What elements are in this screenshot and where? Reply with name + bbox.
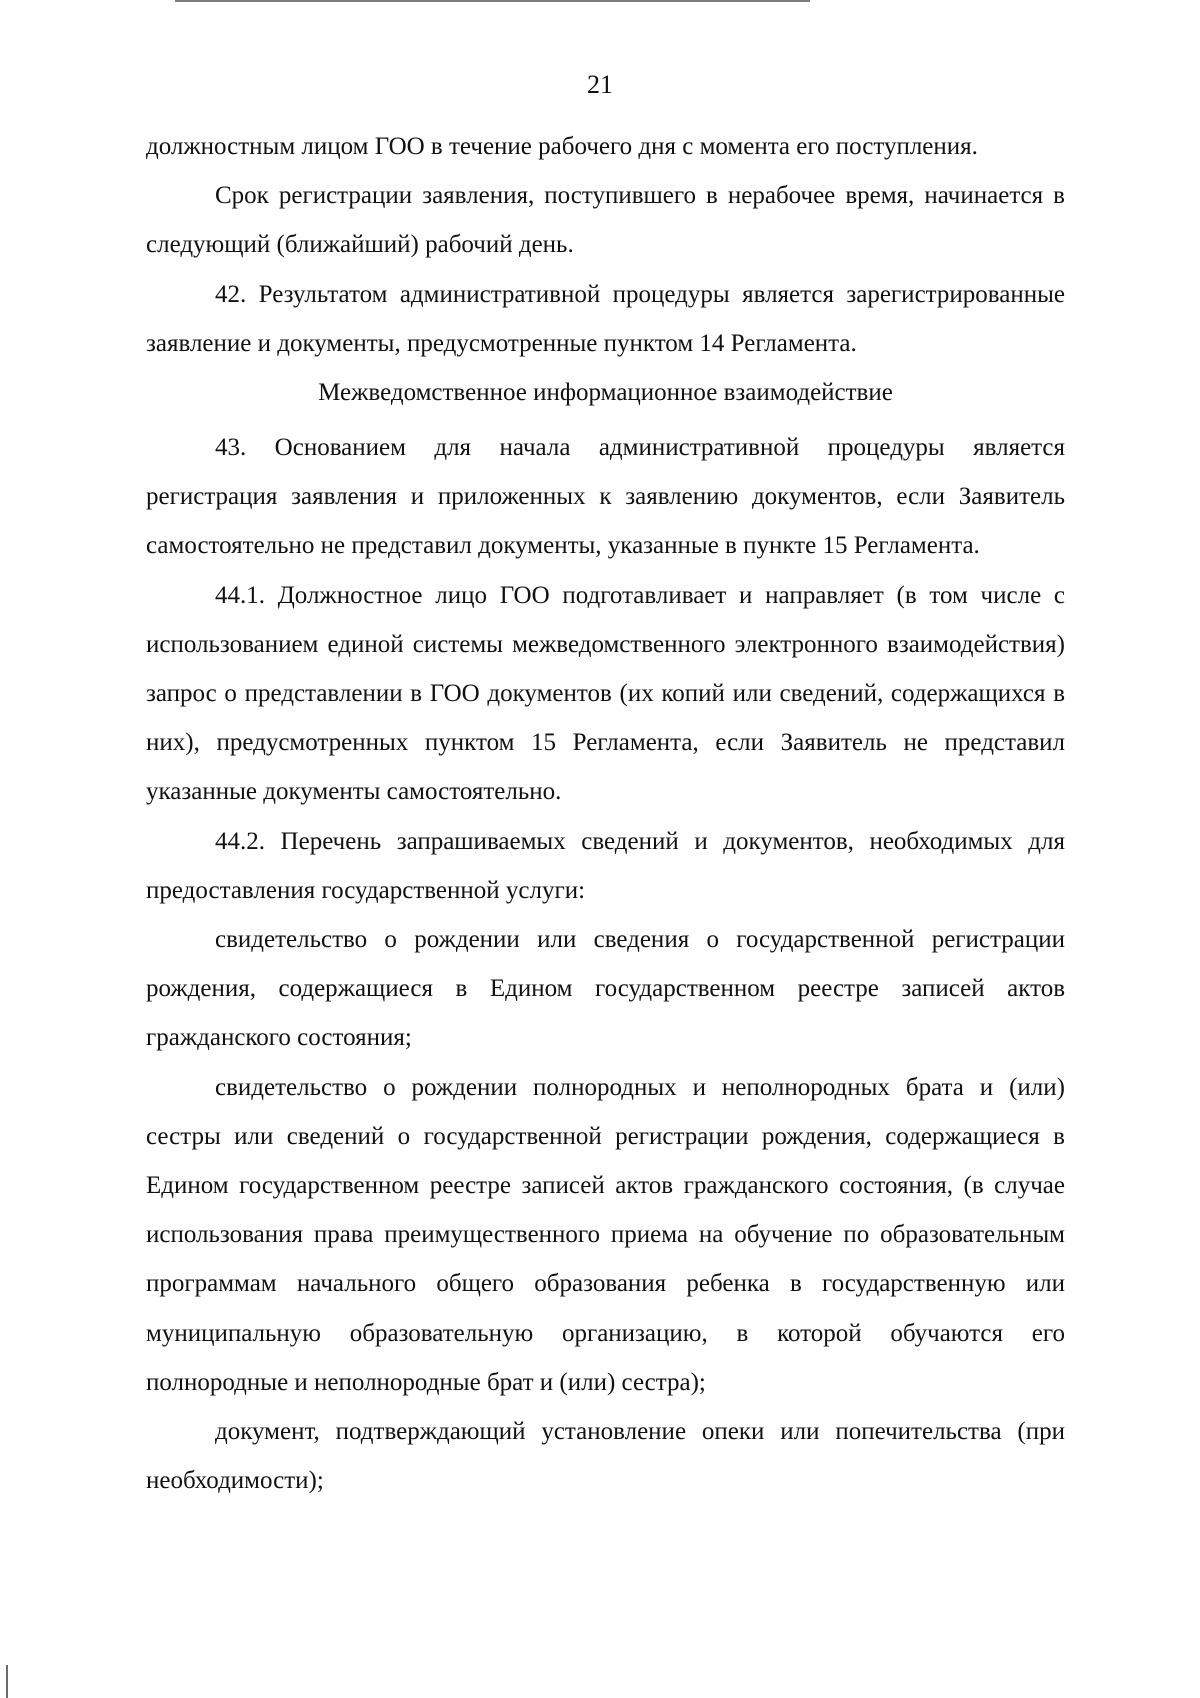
list-item-birth-certificate: свидетельство о рождении или сведения о государственной регистрации рождения, содержащиеся в Едином государственном реестре записей актов гражданского состояния; [146,926,1065,1052]
page-number: 21 [587,70,613,99]
list-item-siblings-certificate: свидетельство о рождении полнородных и неполнородных брата и (или) сестры или сведений о государственной регистрации рождения, содержащиеся в Едином государственном реестре записей актов гражданского состояния, (в случае использования права преимущественного приема на обучение по образовательным программам начального общего образования ребенка в государственную или муниципальную образовательную организацию, в которой обучаются его полнородные и неполнородные брат и (или) сестра); [146,1073,1065,1396]
section-heading: Межведомственное информационное взаимодействие [318,379,893,407]
list-item-guardianship-document: документ, подтверждающий установление опеки или попечительства (при необходимости); [146,1418,1065,1495]
paragraph-registration-term: Срок регистрации заявления, поступившего в нерабочее время, начинается в следующий (ближайший) рабочий день. [146,182,1065,259]
paragraph-43: 43. Основанием для начала административной процедуры является регистрация заявления и приложенных к заявлению документов, если Заявитель самостоятельно не представил документы, указанные в пункте 15 Регламента. [146,434,1065,560]
scan-edge-top [175,0,810,2]
paragraph-continuation: должностным лицом ГОО в течение рабочего дня с момента его поступления. [146,133,978,160]
paragraph-42: 42. Результатом административной процедуры является зарегистрированные заявление и документы, предусмотренные пунктом 14 Регламента. [146,280,1065,357]
paragraph-44-1: 44.1. Должностное лицо ГОО подготавливает и направляет (в том числе с использованием единой системы межведомственного электронного взаимодействия) запрос о представлении в ГОО документов (их копий или сведений, содержащихся в них), предусмотренных пунктом 15 Регламента, если Заявитель не представил указанные документы самостоятельно. [146,581,1065,806]
scan-edge-left [6,1665,8,1698]
paragraph-44-2: 44.2. Перечень запрашиваемых сведений и документов, необходимых для предоставления государственной услуги: [146,827,1065,904]
document-body [146,122,1065,1505]
